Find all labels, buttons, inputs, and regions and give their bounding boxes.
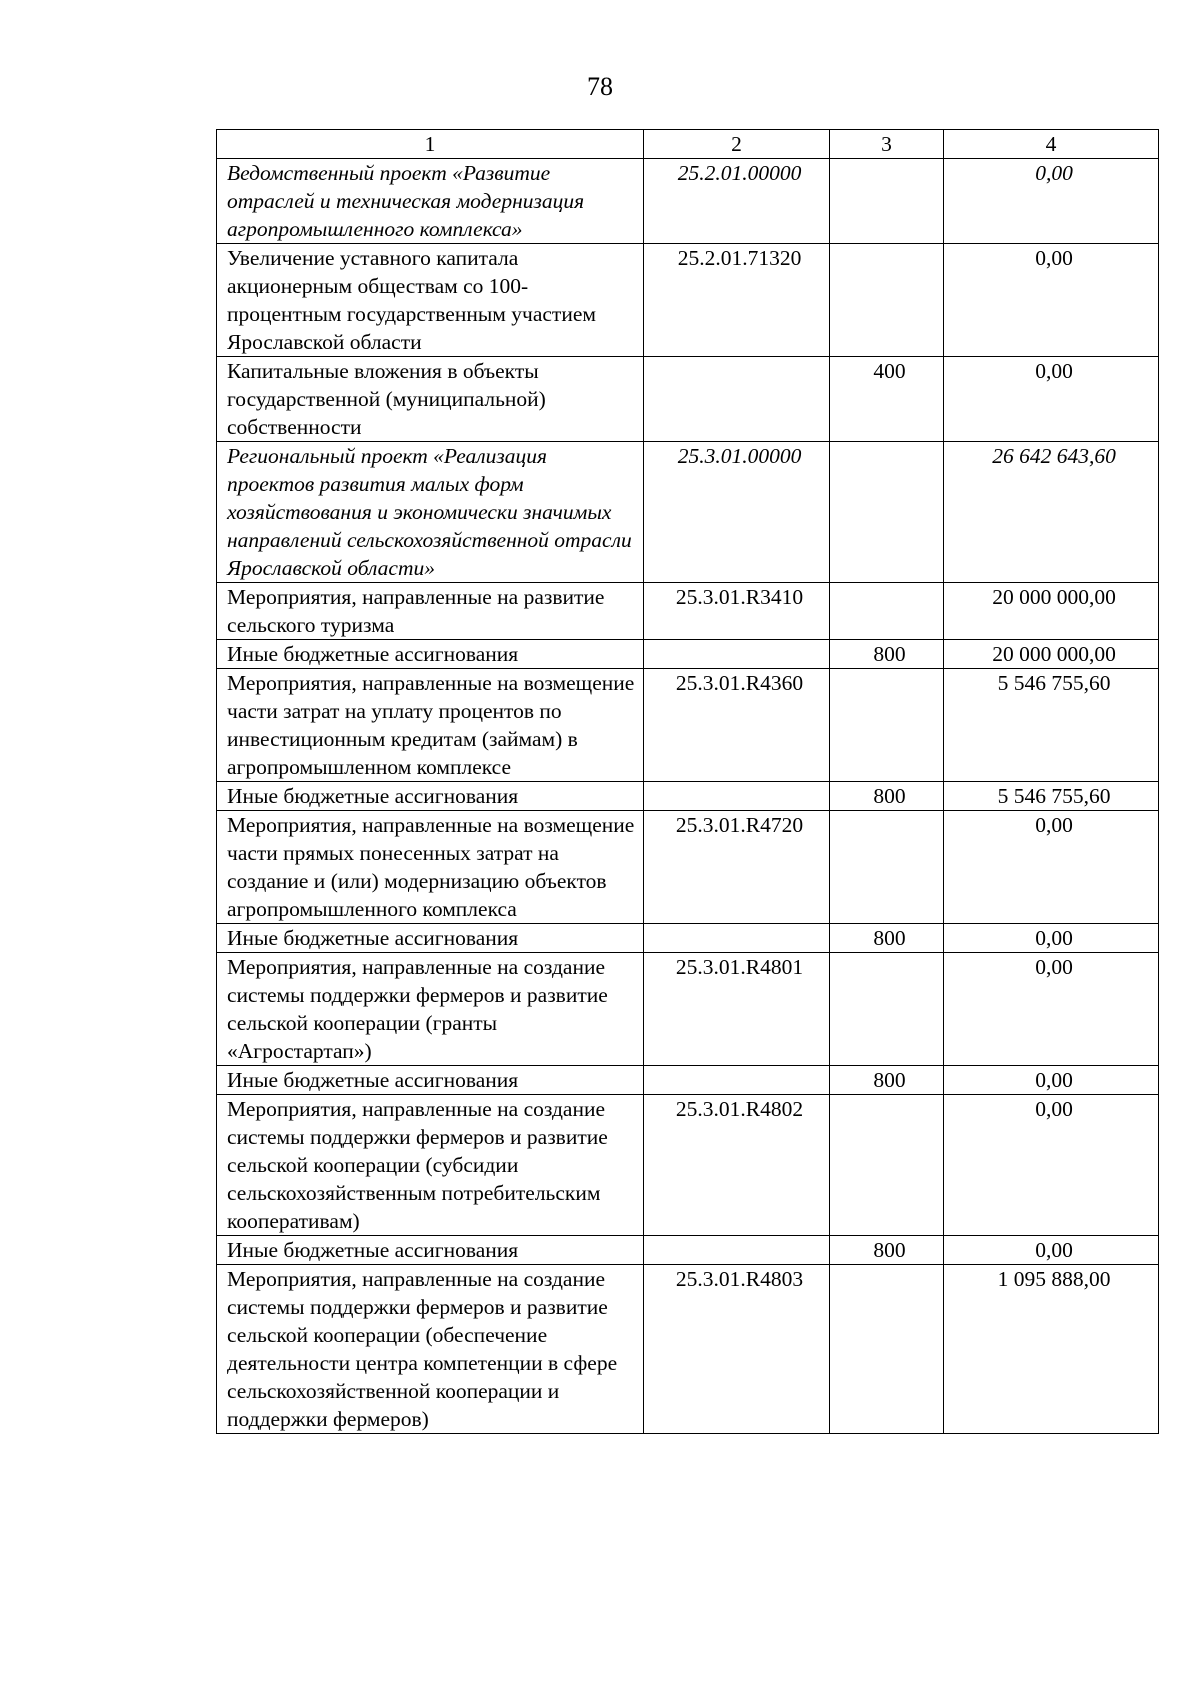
table-row <box>217 1236 1159 1265</box>
cell-name: Иные бюджетные ассигнования <box>217 782 644 811</box>
table-header-row <box>217 130 1159 159</box>
header-col-2: 2 <box>644 130 830 159</box>
table-row <box>217 782 1159 811</box>
cell-expense-type: 800 <box>830 1236 944 1265</box>
table-row <box>217 357 1159 442</box>
cell-name: Увеличение уставного капитала акционерным обществам со 100-процентным государственным участием Ярославской области <box>217 244 644 357</box>
cell-amount: 0,00 <box>944 953 1159 1066</box>
cell-expense-type: 800 <box>830 640 944 669</box>
cell-expense-type: 800 <box>830 1066 944 1095</box>
cell-amount: 5 546 755,60 <box>944 669 1159 782</box>
cell-name: Региональный проект «Реализация проектов развития малых форм хозяйствования и экономически значимых направлений сельскохозяйственной отрасли Ярославской области» <box>217 442 644 583</box>
table-row <box>217 640 1159 669</box>
table-row <box>217 669 1159 782</box>
budget-table <box>216 129 1159 1434</box>
cell-expense-type <box>830 953 944 1066</box>
cell-expense-type <box>830 583 944 640</box>
table-row <box>217 1265 1159 1434</box>
cell-name: Иные бюджетные ассигнования <box>217 1236 644 1265</box>
cell-code <box>644 640 830 669</box>
header-col-3: 3 <box>830 130 944 159</box>
cell-amount: 20 000 000,00 <box>944 640 1159 669</box>
cell-expense-type <box>830 1265 944 1434</box>
cell-expense-type <box>830 669 944 782</box>
cell-name: Мероприятия, направленные на возмещение части затрат на уплату процентов по инвестиционным кредитам (займам) в агропромышленном комплексе <box>217 669 644 782</box>
cell-expense-type: 800 <box>830 924 944 953</box>
cell-amount: 26 642 643,60 <box>944 442 1159 583</box>
cell-amount: 0,00 <box>944 811 1159 924</box>
cell-name: Иные бюджетные ассигнования <box>217 640 644 669</box>
cell-name: Мероприятия, направленные на создание системы поддержки фермеров и развитие сельской кооперации (обеспечение деятельности центра компетенции в сфере сельскохозяйственной кооперации и поддержки фермеров) <box>217 1265 644 1434</box>
table-row <box>217 244 1159 357</box>
cell-amount: 0,00 <box>944 1236 1159 1265</box>
cell-expense-type: 800 <box>830 782 944 811</box>
table-row <box>217 442 1159 583</box>
cell-expense-type <box>830 811 944 924</box>
table-body <box>217 159 1159 1434</box>
cell-amount: 0,00 <box>944 1095 1159 1236</box>
cell-code: 25.2.01.71320 <box>644 244 830 357</box>
cell-code: 25.3.01.R4720 <box>644 811 830 924</box>
table-row <box>217 1066 1159 1095</box>
cell-code <box>644 357 830 442</box>
cell-code: 25.2.01.00000 <box>644 159 830 244</box>
cell-name: Мероприятия, направленные на развитие сельского туризма <box>217 583 644 640</box>
table-row <box>217 953 1159 1066</box>
cell-code: 25.3.01.R4360 <box>644 669 830 782</box>
cell-expense-type <box>830 244 944 357</box>
cell-amount: 20 000 000,00 <box>944 583 1159 640</box>
header-col-1: 1 <box>217 130 644 159</box>
cell-code: 25.3.01.R3410 <box>644 583 830 640</box>
cell-code: 25.3.01.R4802 <box>644 1095 830 1236</box>
cell-name: Ведомственный проект «Развитие отраслей и техническая модернизация агропромышленного комплекса» <box>217 159 644 244</box>
cell-code: 25.3.01.00000 <box>644 442 830 583</box>
header-col-4: 4 <box>944 130 1159 159</box>
table-row <box>217 924 1159 953</box>
table-row <box>217 1095 1159 1236</box>
table-row <box>217 583 1159 640</box>
cell-code <box>644 1066 830 1095</box>
cell-code: 25.3.01.R4801 <box>644 953 830 1066</box>
cell-expense-type: 400 <box>830 357 944 442</box>
page-number: 78 <box>587 72 613 101</box>
cell-name: Иные бюджетные ассигнования <box>217 924 644 953</box>
cell-code <box>644 924 830 953</box>
cell-name: Капитальные вложения в объекты государственной (муниципальной) собственности <box>217 357 644 442</box>
cell-amount: 1 095 888,00 <box>944 1265 1159 1434</box>
cell-name: Иные бюджетные ассигнования <box>217 1066 644 1095</box>
cell-amount: 0,00 <box>944 244 1159 357</box>
cell-amount: 5 546 755,60 <box>944 782 1159 811</box>
cell-code: 25.3.01.R4803 <box>644 1265 830 1434</box>
table-row <box>217 811 1159 924</box>
cell-amount: 0,00 <box>944 1066 1159 1095</box>
cell-amount: 0,00 <box>944 924 1159 953</box>
cell-code <box>644 782 830 811</box>
table-row <box>217 159 1159 244</box>
cell-expense-type <box>830 1095 944 1236</box>
cell-code <box>644 1236 830 1265</box>
cell-expense-type <box>830 159 944 244</box>
cell-amount: 0,00 <box>944 357 1159 442</box>
cell-name: Мероприятия, направленные на создание системы поддержки фермеров и развитие сельской кооперации (гранты «Агростартап») <box>217 953 644 1066</box>
cell-amount: 0,00 <box>944 159 1159 244</box>
cell-expense-type <box>830 442 944 583</box>
cell-name: Мероприятия, направленные на возмещение части прямых понесенных затрат на создание и (или) модернизацию объектов агропромышленного комплекса <box>217 811 644 924</box>
cell-name: Мероприятия, направленные на создание системы поддержки фермеров и развитие сельской кооперации (субсидии сельскохозяйственным потребительским кооперативам) <box>217 1095 644 1236</box>
